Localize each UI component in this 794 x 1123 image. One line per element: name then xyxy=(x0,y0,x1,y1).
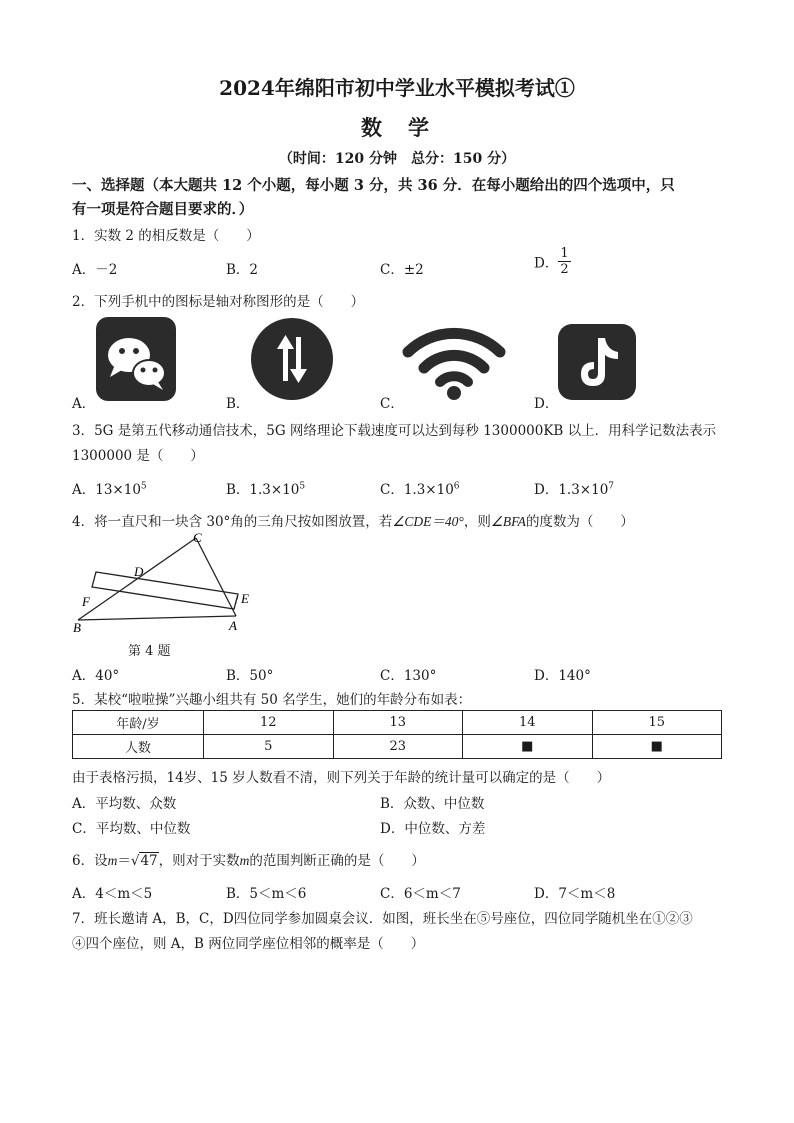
q5-option-c: C．平均数、中位数 xyxy=(72,821,191,837)
q3-option-c xyxy=(380,478,460,498)
q4-geometry-figure xyxy=(70,530,270,640)
q4-option-a: A．40° xyxy=(72,668,120,684)
table-row xyxy=(73,711,722,735)
transfer-arrows-icon xyxy=(250,317,334,401)
q1-option-d xyxy=(534,246,571,277)
tiktok-icon xyxy=(558,324,636,400)
q6-option-b: B．5＜m＜6 xyxy=(226,886,307,902)
q1-fraction xyxy=(558,246,570,277)
q3-option-b xyxy=(226,478,305,498)
table-cell: ■ xyxy=(463,735,593,759)
q6-stem-part-b: ，则对于实数 xyxy=(158,853,240,869)
q2-stem: 2．下列手机中的图标是轴对称图形的是（ ） xyxy=(72,294,365,310)
q3-option-d xyxy=(534,478,614,498)
q3-stem-line2: 1300000 是（ ） xyxy=(72,448,204,464)
q6-variable-m: m xyxy=(107,853,118,868)
q7-stem-line1: 7．班长邀请 A，B，C，D四位同学参加圆桌会议．如图，班长坐在⑤号座位，四位同学随机坐在①②③ xyxy=(72,911,693,927)
q4-stem-part-c: 的度数为（ ） xyxy=(525,514,634,530)
q7-stem-line2: ④四个座位，则 A，B 两位同学座位相邻的概率是（ ） xyxy=(72,936,425,952)
q2-label-b: B． xyxy=(226,396,250,412)
time-info: （时间：120 分钟 总分：150 分） xyxy=(278,151,516,167)
subject-char-2: 学 xyxy=(408,115,433,140)
q3-option-c-exponent: 6 xyxy=(453,481,460,492)
q6-radicand: 47 xyxy=(140,853,158,869)
table-cell: 23 xyxy=(333,735,463,759)
q3-option-a-base: A．13×10 xyxy=(72,482,141,498)
table-cell: 12 xyxy=(204,711,334,735)
section-heading-line1: 一、选择题（本大题共 12 个小题，每小题 3 分，共 36 分．在每小题给出的四个选项中，只 xyxy=(72,177,675,194)
figure-label-a: A xyxy=(229,618,237,633)
q1-option-a: A．－2 xyxy=(72,262,118,278)
table-cell: 14 xyxy=(463,711,593,735)
q4-stem-part-b: ，则 xyxy=(463,514,491,530)
table-cell: 5 xyxy=(204,735,334,759)
q3-option-d-exponent: 7 xyxy=(608,481,615,492)
q5-option-d: D．中位数、方差 xyxy=(380,821,486,837)
section-heading-line2: 有一项是符合题目要求的．） xyxy=(72,201,254,218)
q4-angle-bfa: ∠BFA xyxy=(490,514,526,529)
q1-option-d-label: D． xyxy=(534,255,559,272)
table-cell: 人数 xyxy=(73,735,204,759)
exam-title: 2024年绵阳市初中学业水平模拟考试① xyxy=(219,76,575,100)
table-cell: ■ xyxy=(592,735,722,759)
q6-stem-part-a: 6．设 xyxy=(72,853,108,869)
q3-option-b-exponent: 5 xyxy=(299,481,306,492)
q6-option-c: C．6＜m＜7 xyxy=(380,886,461,902)
figure-label-d: D xyxy=(134,564,144,579)
q5-option-a: A．平均数、众数 xyxy=(72,796,177,812)
fraction-denominator: 2 xyxy=(560,262,569,277)
figure-label-f: F xyxy=(82,594,90,609)
q3-option-b-base: B．1.3×10 xyxy=(226,482,300,498)
table-cell: 13 xyxy=(333,711,463,735)
q6-stem-part-c: 的范围判断正确的是（ ） xyxy=(249,853,425,869)
table-cell: 年龄/岁 xyxy=(73,711,204,735)
q5-followup: 由于表格污损，14岁、15 岁人数看不清，则下列关于年龄的统计量可以确定的是（ ） xyxy=(72,770,611,786)
q4-option-d: D．140° xyxy=(534,668,591,684)
q3-stem-line1: 3．5G 是第五代移动通信技术，5G 网络理论下载速度可以达到每秒 1300000KB 以上．用科学记数法表示 xyxy=(72,423,717,439)
q6-stem xyxy=(72,849,425,869)
q6-option-d: D．7＜m＜8 xyxy=(534,886,616,902)
q4-option-c: C．130° xyxy=(380,668,437,684)
q1-option-c: C．±2 xyxy=(380,262,424,278)
q2-label-a: A． xyxy=(72,396,96,412)
table-row xyxy=(73,735,722,759)
q3-option-d-base: D．1.3×10 xyxy=(534,482,609,498)
q3-option-a xyxy=(72,478,147,498)
q3-option-a-exponent: 5 xyxy=(140,481,147,492)
q4-angle-cde: ∠CDE＝40° xyxy=(392,514,464,529)
q5-stem: 5．某校“啦啦操”兴趣小组共有 50 名学生，她们的年龄分布如表： xyxy=(72,692,472,708)
q6-variable-m-2: m xyxy=(239,853,250,868)
q1-option-b: B．2 xyxy=(226,262,259,278)
figure-label-c: C xyxy=(193,530,202,545)
wechat-icon xyxy=(96,317,176,401)
fraction-numerator: 1 xyxy=(560,246,569,261)
q6-equals: ＝ xyxy=(117,853,131,869)
sqrt-icon: √ xyxy=(130,853,140,869)
figure-label-e: E xyxy=(241,591,249,606)
q5-option-b: B．众数、中位数 xyxy=(380,796,485,812)
table-cell: 15 xyxy=(592,711,722,735)
subject-char-1: 数 xyxy=(361,115,386,140)
q4-stem xyxy=(72,510,634,530)
subject-heading xyxy=(0,112,794,142)
q4-stem-part-a: 4．将一直尺和一块含 30°角的三角尺按如图放置，若 xyxy=(72,514,393,530)
q3-option-c-base: C．1.3×10 xyxy=(380,482,454,498)
q4-figure-caption: 第 4 题 xyxy=(128,644,171,659)
q2-label-c: C． xyxy=(380,396,404,412)
age-distribution-table xyxy=(72,710,722,759)
wifi-icon xyxy=(402,322,506,402)
q2-label-d: D． xyxy=(534,396,559,412)
q6-option-a: A．4＜m＜5 xyxy=(72,886,153,902)
figure-label-b: B xyxy=(73,620,81,635)
q4-option-b: B．50° xyxy=(226,668,274,684)
q1-stem: 1．实数 2 的相反数是（ ） xyxy=(72,228,260,244)
